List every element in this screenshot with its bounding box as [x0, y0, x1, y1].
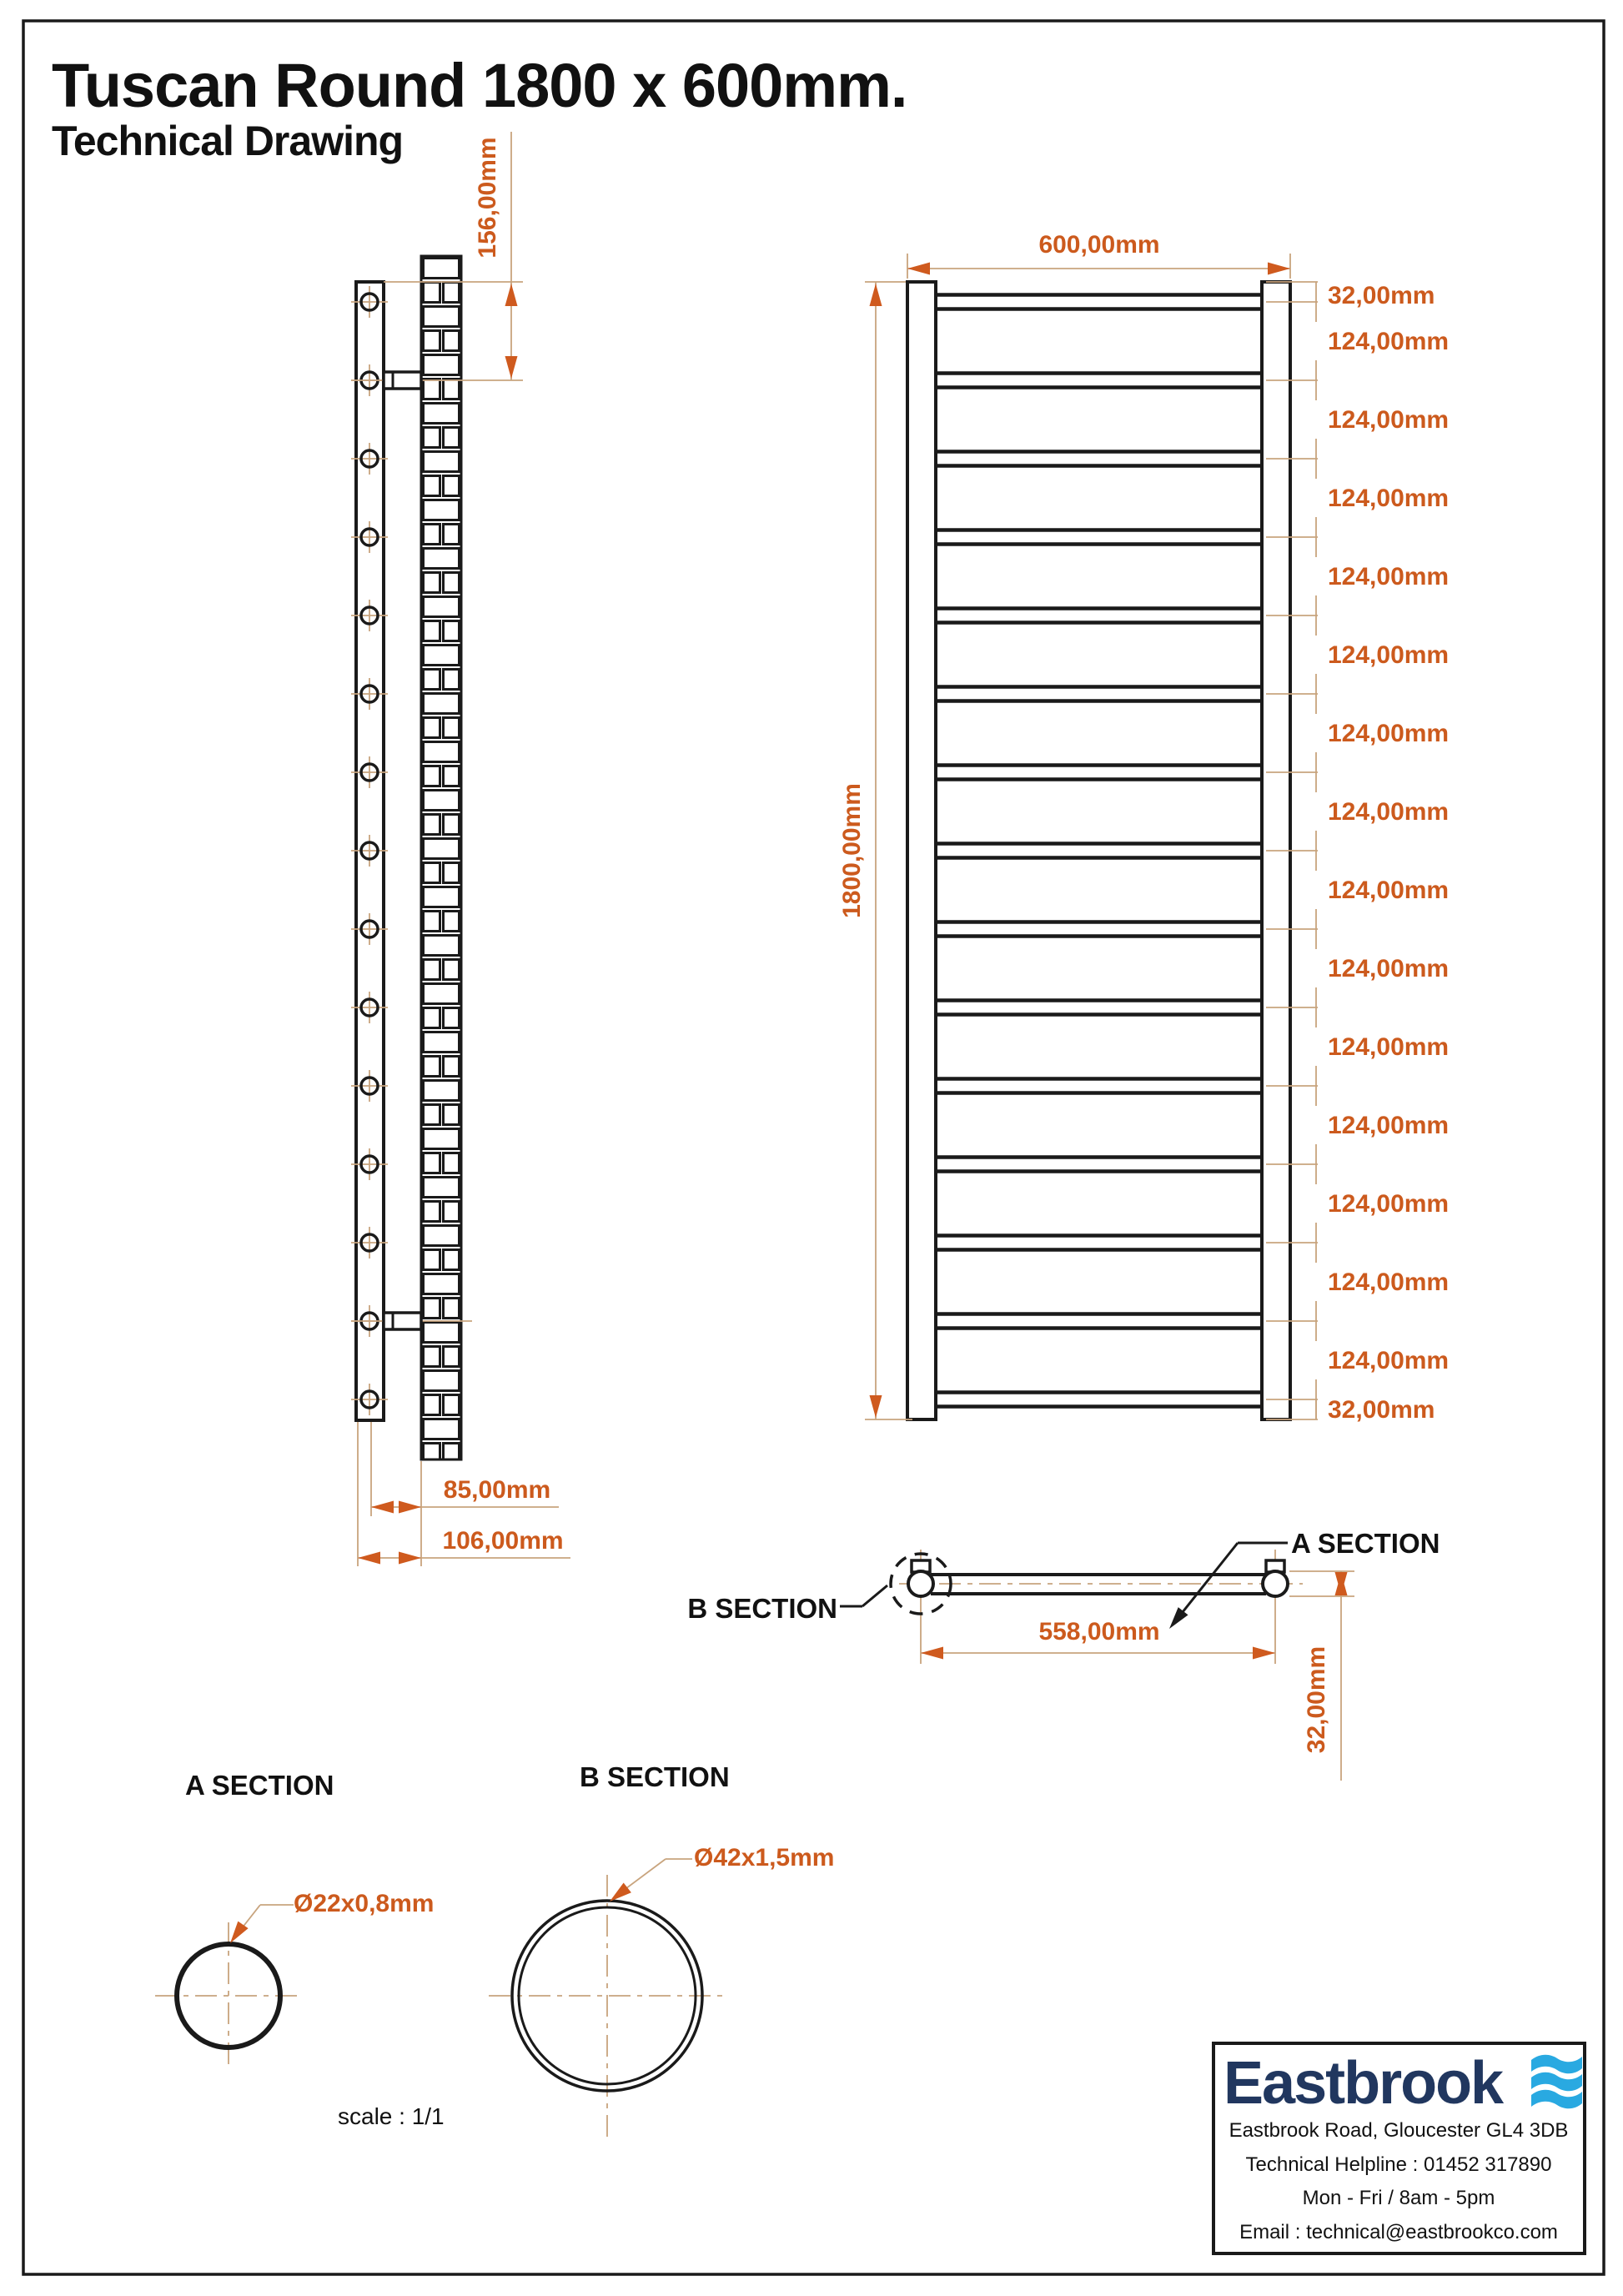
dim-1800	[838, 282, 912, 1419]
rung-spacing-label: 124,00mm	[1328, 485, 1450, 512]
rung-spacing-label: 124,00mm	[1328, 328, 1450, 355]
brand-helpline: Technical Helpline : 01452 317890	[1245, 2153, 1552, 2176]
a-section-callout-label: A SECTION	[1291, 1528, 1440, 1559]
dim-600-label: 600,00mm	[1038, 231, 1160, 259]
rungs	[936, 295, 1262, 1407]
rung-spacing-label: 124,00mm	[1328, 1190, 1450, 1218]
b-section-callout-label: B SECTION	[687, 1593, 837, 1624]
side-view	[351, 132, 570, 1566]
brick-wall	[421, 256, 461, 1459]
b-section-callout	[687, 1585, 887, 1624]
vertical-tube-left	[907, 282, 936, 1419]
rung-spacing-label: 124,00mm	[1328, 406, 1450, 434]
page-border	[23, 21, 1604, 2274]
rung-spacing-label: 124,00mm	[1328, 563, 1450, 590]
dim-600	[907, 231, 1290, 279]
section-details	[155, 1761, 834, 2137]
dim-32-plan	[1289, 1571, 1354, 1781]
rung-spacing-label: 124,00mm	[1328, 1112, 1450, 1139]
b-section-heading: B SECTION	[580, 1761, 730, 1792]
page-subtitle: Technical Drawing	[52, 118, 404, 164]
rung-spacing-label: 124,00mm	[1328, 1033, 1450, 1061]
rung-spacing-label: 124,00mm	[1328, 798, 1450, 826]
dim-106-label: 106,00mm	[442, 1527, 564, 1555]
dim-1800-label: 1800,00mm	[838, 783, 866, 918]
plan-view	[687, 1528, 1440, 1781]
rung-spacing-label: 124,00mm	[1328, 720, 1450, 747]
rung-spacing-label: 124,00mm	[1328, 641, 1450, 669]
plan-tube-end-left	[908, 1571, 933, 1596]
dim-558-label: 558,00mm	[1038, 1618, 1160, 1645]
a-section-callout	[1164, 1528, 1440, 1633]
dim-32-plan-label: 32,00mm	[1303, 1645, 1330, 1754]
eastbrook-flag-icon	[1531, 2055, 1582, 2109]
front-view	[838, 231, 1449, 1424]
rung-spacing-label: 124,00mm	[1328, 1269, 1450, 1296]
b-tube-spec-label: Ø42x1,5mm	[694, 1844, 835, 1871]
rung-spacing-label: 124,00mm	[1328, 955, 1450, 982]
dim-156-label: 156,00mm	[474, 137, 501, 259]
brand-address: Eastbrook Road, Gloucester GL4 3DB	[1229, 2119, 1569, 2142]
rung-spacing-labels	[1328, 282, 1449, 1424]
rung-spacing-label: 124,00mm	[1328, 1347, 1450, 1374]
page-title: Tuscan Round 1800 x 600mm.	[52, 51, 907, 120]
brand-hours: Mon - Fri / 8am - 5pm	[1302, 2187, 1495, 2209]
a-section-detail	[155, 1890, 434, 2070]
brand-email: Email : technical@eastbrookco.com	[1239, 2221, 1558, 2243]
scale-note: scale : 1/1	[338, 2103, 445, 2129]
dim-85-label: 85,00mm	[443, 1476, 551, 1504]
rung-spacing-label: 32,00mm	[1328, 1396, 1435, 1424]
dim-558	[921, 1618, 1275, 1660]
b-section-detail	[489, 1844, 834, 2137]
rung-spacing-label: 124,00mm	[1328, 877, 1450, 904]
brand-logo-text: Eastbrook	[1224, 2050, 1503, 2117]
a-section-heading: A SECTION	[185, 1770, 334, 1801]
rung-spacing-label: 32,00mm	[1328, 282, 1435, 309]
plan-tube-end-right	[1263, 1571, 1288, 1596]
brand-box	[1213, 2043, 1585, 2253]
a-tube-spec-label: Ø22x0,8mm	[294, 1890, 435, 1917]
